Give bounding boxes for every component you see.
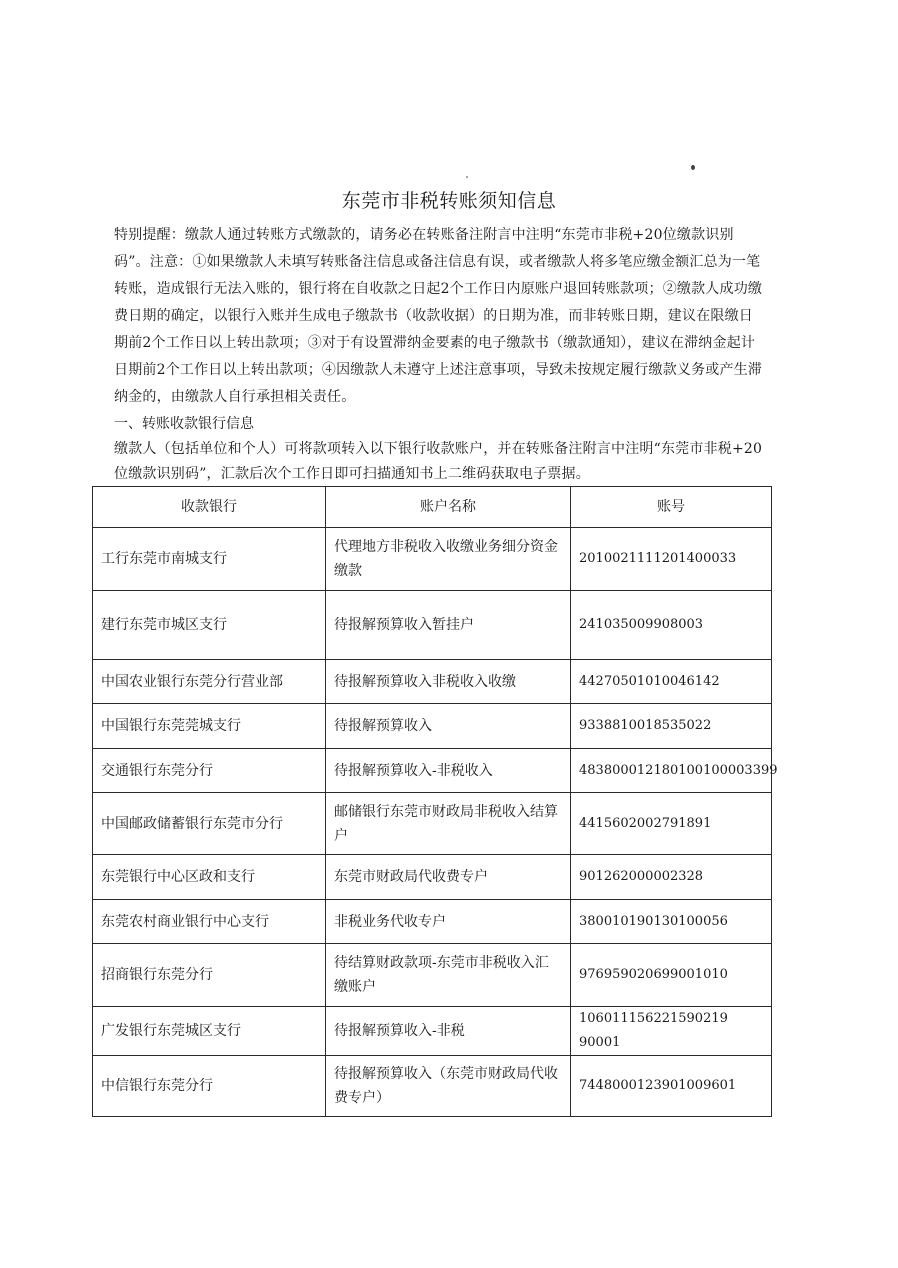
cell-account-no: 4415602002791891 (571, 793, 772, 855)
document-title: 东莞市非税转账须知信息 (341, 190, 557, 212)
cell-bank: 广发银行东莞城区支行 (93, 1007, 326, 1056)
cell-account-no: 106011156221590219 90001 (571, 1007, 772, 1056)
header-account-name: 账户名称 (326, 487, 571, 528)
notice-text: 特别提醒：缴款人通过转账方式缴款的，请务必在转账备注附言中注明“东莞市非税+20位缴款识别码”。注意：①如果缴款人未填写转账备注信息或备注信息有误，或者缴款人将多笔应缴金额汇总为一笔转账，造成银行无法入账的，银行将在自收款之日起2个工作日内原账户退回转账款项；②缴款人成功缴费日期的确定，以银行入账并生成电子缴款书（收款收据）的日期为准，而非转账日期，建议在限缴日期前2个工作日以上转出款项；③对于有设置滞纳金要素的电子缴款书（缴款通知），建议在滞纳金起计日期前2个工作日以上转出款项；④因缴款人未遵守上述注意事项，导致未按规定履行缴款义务或产生滞纳金的，由缴款人自行承担相关责任。 (114, 227, 763, 405)
cell-account-name: 待报解预算收入（东莞市财政局代收费专户） (326, 1056, 571, 1117)
cell-account-no: 44270501010046142 (571, 660, 772, 704)
cell-account-name: 非税业务代收专户 (326, 900, 571, 944)
notice-paragraph (114, 222, 764, 411)
table-row (93, 528, 772, 591)
table-header-row (93, 487, 772, 528)
cell-account-no: 2010021111201400033 (571, 528, 772, 591)
scan-speck (466, 176, 468, 178)
section-text: 缴款人（包括单位和个人）可将款项转入以下银行收款账户，并在转账备注附言中注明“东莞市非税+20位缴款识别码”，汇款后次个工作日即可扫描通知书上二维码获取电子票据。 (114, 441, 763, 482)
cell-account-name: 待报解预算收入非税收入收缴 (326, 660, 571, 704)
table-row (93, 749, 772, 793)
table-row (93, 591, 772, 660)
cell-account-no: 380010190130100056 (571, 900, 772, 944)
header-account-no: 账号 (571, 487, 772, 528)
cell-account-name: 东莞市财政局代收费专户 (326, 855, 571, 900)
cell-account-no: 9338810018535022 (571, 704, 772, 749)
cell-bank: 建行东莞市城区支行 (93, 591, 326, 660)
cell-account-name: 邮储银行东莞市财政局非税收入结算户 (326, 793, 571, 855)
section-heading: 一、转账收款银行信息 (114, 416, 254, 432)
cell-account-name: 待报解预算收入暂挂户 (326, 591, 571, 660)
cell-account-name: 待报解预算收入 (326, 704, 571, 749)
scan-speck (691, 165, 695, 170)
cell-bank: 工行东莞市南城支行 (93, 528, 326, 591)
cell-account-no: 483800012180100100003399 (571, 749, 772, 793)
cell-bank: 中国银行东莞莞城支行 (93, 704, 326, 749)
cell-account-no: 901262000002328 (571, 855, 772, 900)
table-row (93, 1007, 772, 1056)
cell-account-name: 待结算财政款项-东莞市非税收入汇缴账户 (326, 944, 571, 1007)
cell-bank: 中国农业银行东莞分行营业部 (93, 660, 326, 704)
cell-account-no: 976959020699001010 (571, 944, 772, 1007)
section-paragraph (114, 437, 764, 487)
table-row (93, 793, 772, 855)
cell-account-no: 7448000123901009601 (571, 1056, 772, 1117)
bank-account-table (92, 486, 778, 1117)
table-row (93, 855, 772, 900)
header-bank: 收款银行 (93, 487, 326, 528)
cell-bank: 交通银行东莞分行 (93, 749, 326, 793)
cell-bank: 东莞银行中心区政和支行 (93, 855, 326, 900)
cell-account-name: 代理地方非税收入收缴业务细分资金缴款 (326, 528, 571, 591)
table-row (93, 660, 772, 704)
cell-bank: 招商银行东莞分行 (93, 944, 326, 1007)
cell-bank: 东莞农村商业银行中心支行 (93, 900, 326, 944)
table-row (93, 900, 772, 944)
cell-account-name: 待报解预算收入-非税收入 (326, 749, 571, 793)
cell-account-name: 待报解预算收入-非税 (326, 1007, 571, 1056)
cell-account-no: 241035009908003 (571, 591, 772, 660)
table-row (93, 944, 772, 1007)
table-row (93, 1056, 772, 1117)
cell-bank: 中国邮政储蓄银行东莞市分行 (93, 793, 326, 855)
cell-bank: 中信银行东莞分行 (93, 1056, 326, 1117)
table-row (93, 704, 772, 749)
